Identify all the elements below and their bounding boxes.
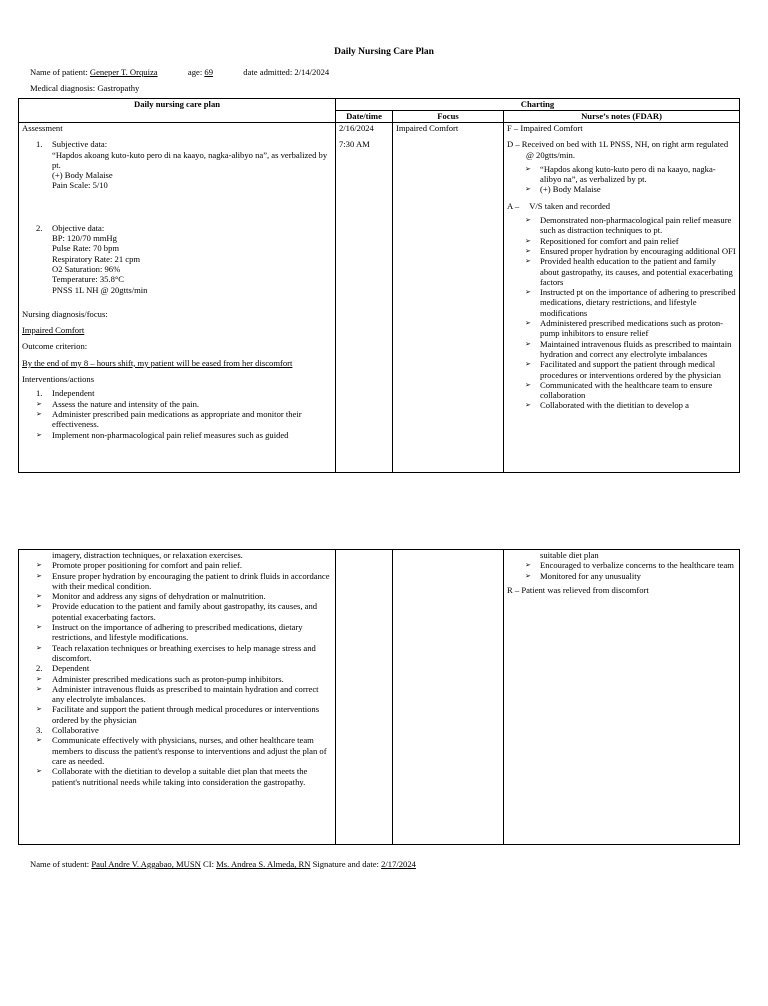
patient-name: Geneper T. Orquiza [89,67,158,77]
fdar-continuation: suitable diet plan [540,550,599,560]
arrowhead-bullet-icon: ➢ [36,571,42,580]
dependent-heading: 2. Dependent [36,663,90,674]
focus-cell-continued [393,550,504,845]
intervention-item: ➢ Administer intravenous fluids as prescribed to maintain hydration and correct any electrolyte imbalances. [36,683,319,705]
interventions-label: Interventions/actions [22,374,95,385]
notes-header: Nurse’s notes (FDAR) [504,111,740,123]
fdar-action-item: ➢ Communicated with the healthcare team to ensure collaboration [525,379,713,401]
fdar-data-item: ➢ (+) Body Malaise [525,184,601,195]
subjective-data: 1. Subjective data: “Hapdos akoang kuto-kuto pero di na kaayo, nagka-alibyo na”, as verbalized by pt. (+) Body Malaise Pain Scale: 5/10 [22,139,332,190]
arrowhead-bullet-icon: ➢ [525,339,531,348]
date-admitted: 2/14/2024 [294,67,330,77]
arrowhead-bullet-icon: ➢ [36,409,42,418]
intervention-item: ➢ Promote proper positioning for comfort and pain relief. [36,560,242,571]
arrowhead-bullet-icon: ➢ [525,164,531,173]
arrowhead-bullet-icon: ➢ [36,399,42,408]
diagnosis-label: Medical diagnosis: [30,83,96,93]
subjective-quote: “Hapdos akoang kuto-kuto pero di na kaayo, nagka-alibyo na”, as verbalized by pt. [52,149,328,170]
intervention-continuation: imagery, distraction techniques, or relaxation exercises. [52,550,243,560]
fdar-action-item: ➢ Facilitated and support the patient through medical procedures or interventions ordered by the physician [525,359,721,380]
assessment-heading: Assessment [22,123,63,133]
intervention-item: ➢ Assess the nature and intensity of the pain. [36,398,200,409]
arrowhead-bullet-icon: ➢ [525,288,531,297]
intervention-item: ➢ Collaborate with the dietitian to develop a suitable diet plan that meets the patient's nutritional needs while taking into consideration the gastropathy. [36,766,308,787]
vital-pulse: Pulse Rate: 70 bpm [52,243,120,254]
chart-focus: Impaired Comfort [396,123,459,133]
signature-label: Signature and date: [312,859,379,869]
care-plan-table-page2 [18,549,740,845]
arrowhead-bullet-icon: ➢ [525,401,531,410]
vital-o2: O2 Saturation: 96% [52,263,121,274]
arrowhead-bullet-icon: ➢ [525,319,531,328]
arrowhead-bullet-icon: ➢ [525,246,531,255]
arrowhead-bullet-icon: ➢ [36,592,42,601]
arrowhead-bullet-icon: ➢ [525,380,531,389]
chart-date: 2/16/2024 [339,123,374,133]
arrowhead-bullet-icon: ➢ [36,623,42,632]
fdar-action-item: ➢ Demonstrated non-pharmacological pain relief measure such as distraction techniques to pt. [525,215,732,236]
arrowhead-bullet-icon: ➢ [525,257,531,266]
fdar-action-item: ➢ Encouraged to verbalize concerns to the healthcare team [525,560,734,571]
pain-scale: Pain Scale: 5/10 [52,180,108,191]
student-name: Paul Andre V. Aggabao, MUSN [91,859,201,869]
plan-cell-continued [19,550,336,845]
vital-temp: Temperature: 35.8°C [52,274,125,285]
intervention-item: ➢ Monitor and address any signs of dehydration or malnutrition. [36,591,266,602]
arrowhead-bullet-icon: ➢ [525,571,531,580]
patient-age: 69 [204,67,213,77]
focus-cell [393,123,504,473]
page-title: Daily Nursing Care Plan [334,47,434,57]
vital-rr: Respiratory Rate: 21 cpm [52,253,141,264]
arrowhead-bullet-icon: ➢ [525,216,531,225]
chart-time: 7:30 AM [339,139,370,150]
arrowhead-bullet-icon: ➢ [525,236,531,245]
intervention-item: ➢ Administer prescribed medications such as proton-pump inhibitors. [36,673,284,684]
focus-header: Focus [393,111,504,123]
fdar-action-item: ➢ Maintained intravenous fluids as prescribed to maintain hydration and correct any electrolyte imbalances [525,338,732,359]
intervention-item: ➢ Communicate effectively with physicians, nurses, and other healthcare team members to discuss the patient's response to interventions and adjust the plan of care as needed. [36,735,327,766]
fdar-response: R – Patient was relieved from discomfort [507,584,649,595]
fdar-data-item: ➢ “Hapdos akong kuto-kuto pero di na kaayo, nagka-alibyo na”, as verbalized by pt. [525,163,716,185]
arrowhead-bullet-icon: ➢ [36,643,42,652]
intervention-item: ➢ Implement non-pharmacological pain relief measures such as guided [36,429,289,440]
medical-diagnosis: Gastropathy [97,83,140,93]
fdar-data: D – Received on bed with 1L PNSS, NH, on right arm regulated @ 20gtts/min. [507,139,729,160]
signature-date: 2/17/2024 [381,859,416,869]
fdar-action-item: ➢ Provided health education to the patient and family about gastropathy, its causes, and potential exacerbating factors [525,256,733,287]
arrowhead-bullet-icon: ➢ [36,561,42,570]
arrowhead-bullet-icon: ➢ [36,684,42,693]
datetime-cell [336,123,393,473]
charting-header: Charting [336,99,740,111]
arrowhead-bullet-icon: ➢ [525,561,531,570]
intervention-item: ➢ Teach relaxation techniques or breathing exercises to help manage stress and discomfort. [36,642,316,663]
fdar-action-line: A – V/S taken and recorded [507,200,611,211]
arrowhead-bullet-icon: ➢ [525,185,531,194]
intervention-item: ➢ Ensure proper hydration by encouraging the patient to drink fluids in accordance with their medical condition. [36,570,330,591]
intervention-item: ➢ Administer prescribed pain medications as appropriate and monitor their effectiveness. [36,408,302,430]
patient-info-line [30,67,329,77]
intervention-item: ➢ Provide education to the patient and family about gastropathy, its causes, and potential exacerbating factors. [36,601,318,622]
objective-data: 2. Objective data: BP: 120/70 mmHg Pulse Rate: 70 bpm Respiratory Rate: 21 cpm O2 Saturation: 96% Temperature: 35.8°C PNSS 1L NH @ 20gtts/min [22,223,332,295]
patient-name-label: Name of patient: [30,67,88,77]
vital-iv: PNSS 1L NH @ 20gtts/min [52,284,148,295]
datetime-header: Date/time [336,111,393,123]
arrowhead-bullet-icon: ➢ [36,705,42,714]
arrowhead-bullet-icon: ➢ [36,430,42,439]
fdar-action-item: ➢ Instructed pt on the importance of adhering to prescribed medications, dietary restrictions, and lifestyle modifications [525,287,736,318]
date-admitted-label: date admitted: [243,67,293,77]
intervention-item: ➢ Facilitate and support the patient through medical procedures or interventions ordered by the physician [36,704,320,725]
vital-bp: BP: 120/70 mmHg [52,233,117,244]
fdar-action-item: ➢ Repositioned for comfort and pain relief [525,235,679,246]
fdar-action-item: ➢ Monitored for any unusuality [525,570,641,581]
plan-column-header: Daily nursing care plan [19,99,336,123]
fdar-action-item: ➢ Collaborated with the dietitian to develop a [525,400,689,411]
care-plan-table-page1 [18,98,740,473]
independent-heading: 1. Independent [36,388,95,399]
body-malaise: (+) Body Malaise [52,170,113,181]
collaborative-heading: 3. Collaborative [36,725,99,736]
student-label: Name of student: [30,859,90,869]
outcome-label: Outcome criterion: [22,341,88,352]
fdar-focus: F – Impaired Comfort [507,123,583,133]
outcome-criterion: By the end of my 8 – hours shift, my patient will be eased from her discomfort [22,357,293,368]
nursing-diagnosis-label: Nursing diagnosis/focus: [22,308,108,319]
datetime-cell-continued [336,550,393,845]
arrowhead-bullet-icon: ➢ [36,602,42,611]
arrowhead-bullet-icon: ➢ [36,767,42,776]
notes-cell [504,123,740,473]
arrowhead-bullet-icon: ➢ [36,736,42,745]
age-label: age: [187,67,203,77]
fdar-action-item: ➢ Administered prescribed medications such as proton-pump inhibitors to ensure relief [525,318,724,339]
arrowhead-bullet-icon: ➢ [525,360,531,369]
signature-line [30,859,416,869]
intervention-item: ➢ Instruct on the importance of adhering to prescribed medications, dietary restrictions, and lifestyle modifications. [36,622,303,643]
diagnosis-line [30,83,139,93]
ci-name: Ms. Andrea S. Almeda, RN [216,859,311,869]
nursing-diagnosis: Impaired Comfort [22,325,85,336]
plan-cell [19,123,336,473]
arrowhead-bullet-icon: ➢ [36,674,42,683]
notes-cell-continued [504,550,740,845]
fdar-action-item: ➢ Ensured proper hydration by encouraging additional OFI [525,245,736,256]
ci-label: CI: [203,859,214,869]
